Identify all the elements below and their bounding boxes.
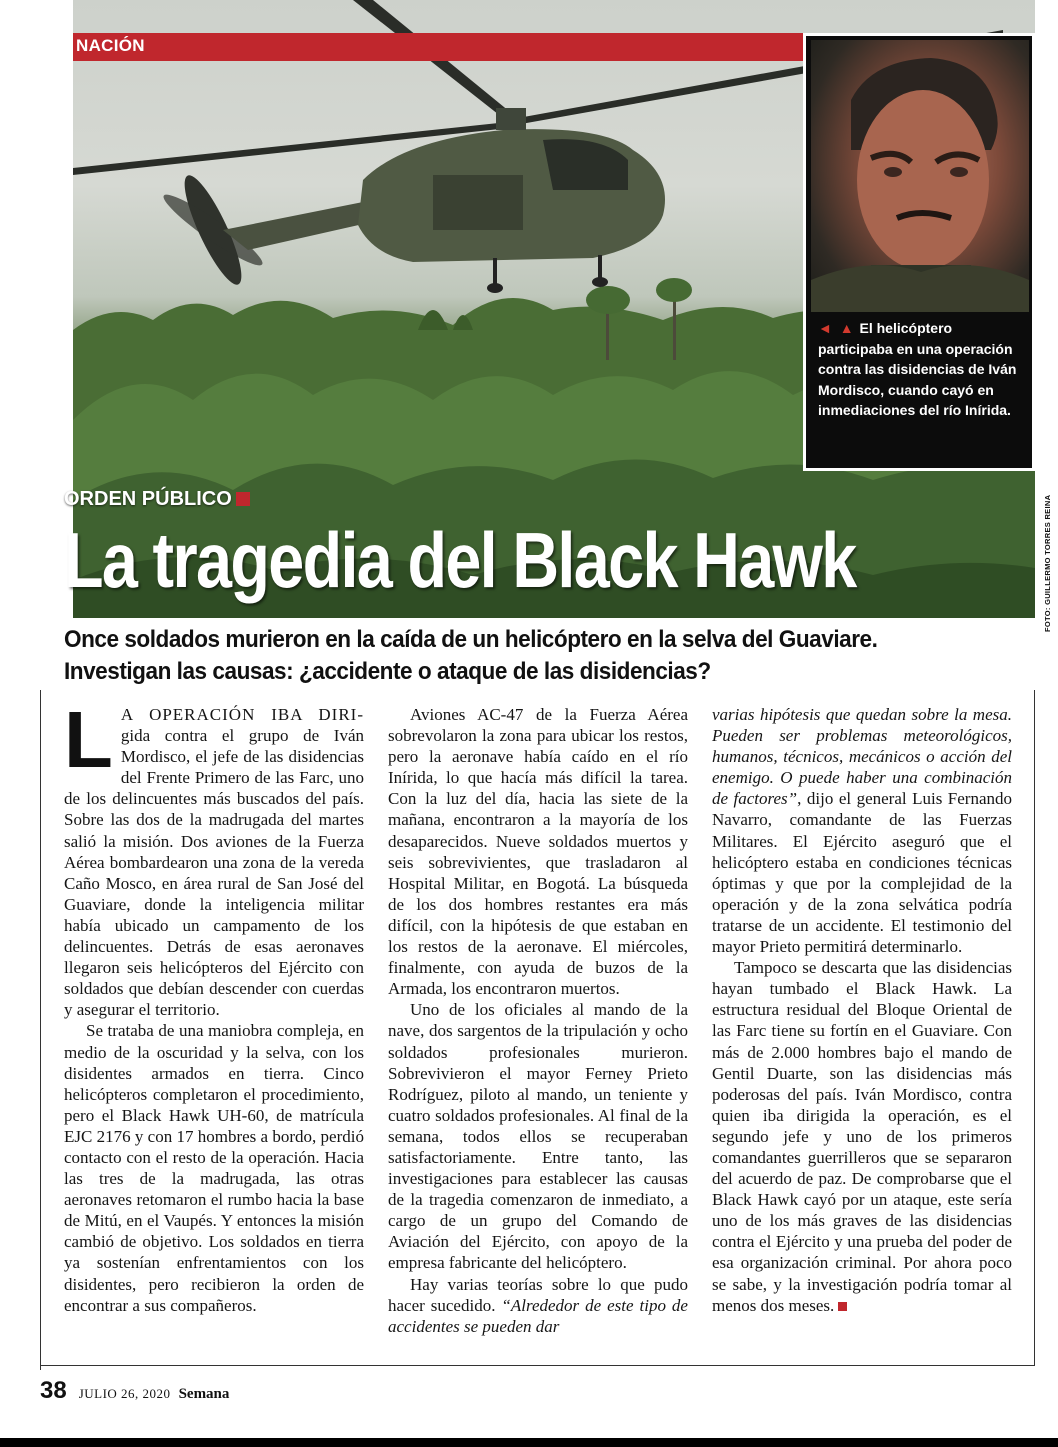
deck-line-2: Investigan las causas: ¿accidente o ataque de las disidencias? [64,658,711,685]
paragraph-5-text: Hay varias teorías sobre lo que pudo hacer sucedido. [388,1274,688,1315]
caption-text: El helicóptero participaba en una operación contra las disidencias de Iván Mordisco, cuando cayó en inmediaciones del río Inírida. [818,320,1017,418]
kicker [64,488,250,511]
body-column-3 [712,704,1012,1316]
section-bar [73,33,810,61]
page-number: 38 [40,1377,67,1404]
left-rule [40,690,41,1370]
caption-marker-icon: ◄ ▲ [818,320,856,336]
end-mark-icon [838,1302,847,1311]
paragraph-3: Aviones AC-47 de la Fuerza Aérea sobrevolaron la zona para ubicar los restos, pero la aeronave había caído en el río Inírida, lo que hacía más difícil la tarea. Con la luz del día, hacia las siete de la mañana, encontraron a la mayoría de los desaparecidos. Nueve soldados muertos y seis sobrevivientes, que trasladaron al Hospital Militar, en Bogotá. La búsqueda de los dos hombres restantes era más difícil, con la hipótesis de que estaban en los restos de la aeronave. El miércoles, finalmente, con ayuda de buzos de la Armada, los encontraron muertos. [388,705,688,999]
bottom-rule [40,1365,1035,1366]
paragraph-6-text: Tampoco se descarta que las disidencias hayan tumbado el Black Hawk. La estructura residual del Bloque Oriental de las Farc tiene su fortín en el Guaviare. Con más de 2.000 hombres bajo el mando de Gentil Duarte, son las disidencias más poderosas del país. Iván Mordisco, contra quien iba dirigida la operación, es el segundo jefe y uno de los primeros comandantes guerrilleros que se separaron del acuerdo de paz. De comprobarse que el Black Hawk cayó por un ataque, este sería uno de los más graves de las disidencias contra el Ejército y una prueba del poder de esa organización criminal. Por ahora poco se sabe, y la investigación podría tomar al menos dos meses. [712,958,1012,1315]
portrait-photo [811,40,1029,312]
scan-edge [0,1438,1058,1447]
paragraph-2: Se trataba de una maniobra compleja, en medio de la oscuridad y la selva, con los disidentes armados en tierra. Cinco helicópteros completaron el procedimiento, pero el Black Hawk UH-60, de matrícula EJC 2176 y con 17 hombres a bordo, perdió contacto con el resto de la operación. Hacia las tres de la madrugada, las otras aeronaves retomaron el rumbo hacia la base de Mitú, en el Vaupés. Y entonces la misión cambió de objetivo. Los soldados en tierra ya sostenían enfrentamientos con los disidentes, pero recibieron la orden de encontrar a sus compañeros. [64,1021,364,1315]
paragraph-5-rest: , dijo el general Luis Fernando Navarro, comandante de las Fuerzas Militares. El Ejército aseguró que el helicóptero estaba en condiciones técnicas óptimas y que por la complejidad de la operación y de la zona selvática podría tratarse de un accidente. El testimonio del mayor Prieto permitirá determinarlo. [712,789,1013,957]
paragraph-5-cont [712,704,1012,957]
kicker-square-icon [236,492,250,506]
section-label: NACIÓN [76,36,145,55]
paragraph-4: Uno de los oficiales al mando de la nave, dos sargentos de la tripulación y ocho soldados profesionales murieron. Sobrevivieron el mayor Ferney Prieto Rodríguez, piloto al mando, un teniente y cuatro soldados profesionales. Al final de la semana, todos ellos se recuperaban satisfactoriamente. Entre tanto, las investigaciones para establecer las causas de la tragedia comenzaron de inmediato, a cargo de un grupo del Comando de Aviación del Ejército, con apoyo de la empresa fabricante del helicóptero. [388,1000,688,1273]
photo-credit: FOTO: GUILLERMO TORRES REINA [1043,494,1052,632]
deck-line-1: Once soldados murieron en la caída de un helicóptero en la selva del Guaviare. [64,626,878,653]
paragraph-1-text: gida contra el grupo de Iván Mordisco, el jefe de las disidencias del Frente Primero de las Farc, uno de los delincuentes más buscados del país. Sobre las dos de la madrugada del martes salió la misión. Dos aviones de la Fuerza Aérea bombardearon una zona de la vereda Caño Mosco, en área rural de San José del Guaviare, donde la inteligencia militar había ubicado un campamento de los delincuentes. Detrás de esas aeronaves llegaron seis helicópteros del Ejército con soldados que debían descender con cuerdas y asegurar el territorio. [64,726,364,1020]
dropcap: L [64,695,113,784]
issue-date: JULIO 26, 2020 [78,1386,171,1401]
kicker-label: ORDEN PÚBLICO [64,488,232,510]
paragraph-6 [712,957,1012,1316]
portrait-face-illustration [811,40,1029,312]
magazine-name: Semana [178,1386,230,1402]
right-rule [1034,690,1035,1366]
opening-smallcaps: A OPERACIÓN IBA DIRI- [120,705,364,724]
page-footer [40,1377,229,1405]
quote-start: “Alrededor de este tipo de accidentes se pueden dar [388,1295,688,1336]
body-column-2 [388,704,688,1337]
quote-end: varias hipótesis que quedan sobre la mesa. Pueden ser problemas meteorológicos, humanos, técnicos, mecánicos o acción del enemigo. O puede haber una combinación de factores” [712,705,1012,809]
photo-caption [818,318,1018,421]
paragraph-5-start [388,1274,688,1337]
paragraph-1 [64,695,364,1020]
deck [64,624,985,688]
body-column-1 [64,695,364,1316]
headline: La tragedia del Black Hawk [64,516,856,604]
